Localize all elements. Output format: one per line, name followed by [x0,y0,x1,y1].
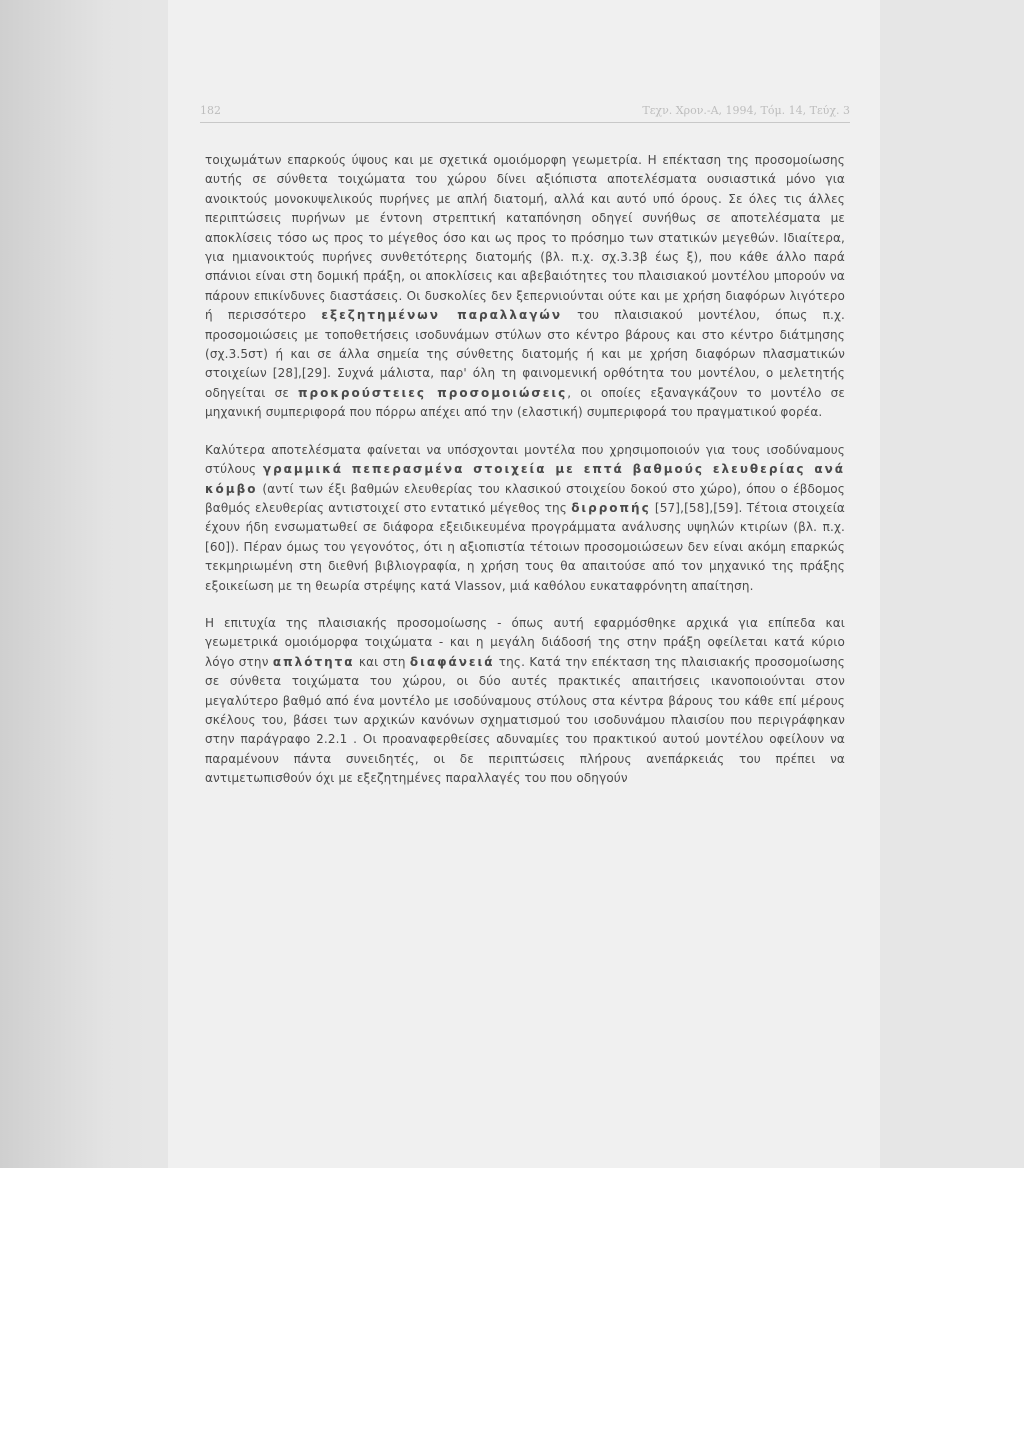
paragraph: Η επιτυχία της πλαισιακής προσομοίωσης - όπως αυτή εφαρμόσθηκε αρχικά για επίπεδα και γεωμετρικά ομοιόμορφα τοιχώματα - και η μεγάλη διάδοσή της στην πράξη οφείλεται κατά κύριο λόγο στην απλότητα και στη διαφάνειά της. Κατά την επέκταση της πλαισιακής προσομοίωσης σε σύνθετα τοιχώματα του χώρου, οι δύο αυτές πρακτικές απαιτήσεις ικανοποιούνται στον μεγαλύτερο βαθμό από ένα μοντέλο με ισοδύναμους στύλους στα κέντρα βάρους του κάθε επί μέρους σκέλους του, βάσει των αρχικών κανόνων σχηματισμού του ισοδυνάμου πλαισίου που περιγράφηκαν στην παράγραφο 2.2.1 . Οι προαναφερθείσες αδυναμίες του πρακτικού αυτού μοντέλου οφείλουν να παραμένουν πάντα συνειδητές, οι δε περιπτώσεις πλήρους ανεπάρκειάς του πρέπει να αντιμετωπισθούν όχι με εξεζητημένες παραλλαγές του που οδηγούν [205,615,846,786]
emphasis: απλότητα [272,654,355,669]
page-number: 182 [200,104,221,117]
emphasis: διαφάνειά [409,654,495,669]
scan-edge-shadow [0,0,150,1168]
emphasis: διρροπής [571,500,651,515]
emphasis: γραμμικά πεπερασμένα στοιχεία με επτά βαθμούς ελευθερίας ανά κόμβο [205,462,845,496]
emphasis: προκρούστειες προσομοιώσεις [298,385,568,400]
header-rule [200,122,850,123]
journal-citation: Τεχν. Χρον.-Α, 1994, Τόμ. 14, Τεύχ. 3 [642,104,850,117]
emphasis: εξεζητημένων παραλλαγών [321,308,563,323]
running-header [200,100,850,120]
paragraph: τοιχωμάτων επαρκούς ύψους και με σχετικά ομοιόμορφη γεωμετρία. Η επέκταση της προσομοίωσης αυτής σε σύνθετα τοιχώματα του χώρου δίνει αξιόπιστα αποτελέσματα ουσιαστικά μόνο για ανοικτούς μονοκυψελικούς πυρήνες με απλή διατομή, αλλά και αυτό υπό όρους. Σε όλες τις άλλες περιπτώσεις πυρήνων με έντονη στρεπτική καταπόνηση οδηγεί συνήθως σε αποτελέσματα με αποκλίσεις τόσο ως προς το μέγεθος όσο και ως προς το πρόσημο των στατικών μεγεθών. Ιδιαίτερα, για ημιανοικτούς πυρήνες συνθετότερης διατομής (βλ. π.χ. σχ.3.3β έως ξ), που κάθε άλλο παρά σπάνιοι είναι στη δομική πράξη, οι αποκλίσεις και αβεβαιότητες του πλαισιακού μοντέλου μπορούν να πάρουν επικίνδυνες διαστάσεις. Οι δυσκολίες δεν ξεπερνιούνται ούτε και με χρήση διαφόρων λιγότερο ή περισσότερο εξεζητημένων παραλλαγών του πλαισιακού μοντέλου, όπως π.χ. προσομοιώσεις με τοποθετήσεις ισοδυνάμων στύλων στο κέντρο βάρους και στο κέντρο διάτμησης (σχ.3.5στ) ή και σε άλλα σημεία της σύνθετης διατομής ή και με χρήση διαφόρων πλασματικών στοιχείων [28],[29]. Συχνά μάλιστα, παρ' όλη τη φαινομενική ορθότητα του μοντέλου, ο μελετητής οδηγείται σε προκρούστειες προσομοιώσεις, οι οποίες εξαναγκάζουν το μοντέλο σε μηχανική συμπεριφορά που πόρρω απέχει από την (ελαστική) συμπεριφορά του πραγματικού φορέα. [205,153,845,420]
paragraph: Καλύτερα αποτελέσματα φαίνεται να υπόσχονται μοντέλα που χρησιμοποιούν για τους ισοδύναμους στύλους γραμμικά πεπερασμένα στοιχεία με επτά βαθμούς ελευθερίας ανά κόμβο (αντί των έξι βαθμών ελευθερίας του κλασικού στοιχείου δοκού στο χώρο), όπου ο έβδομος βαθμός ελευθερίας αντιστοιχεί στο εντατικό μέγεθος της διρροπής [57],[58],[59]. Τέτοια στοιχεία έχουν ήδη ενσωματωθεί σε διάφορα εξειδικευμένα προγράμματα ανάλυσης υψηλών κτιρίων (βλ. π.χ. [60]). Πέραν όμως του γεγονότος, ότι η αξιοπιστία τέτοιων προσομοιώσεων δεν είναι ακόμη επαρκώς τεκμηριωμένη στη διεθνή βιβλιογραφία, η χρήση τους θα απαιτούσε από τον μηχανικό της πράξης εξοικείωση με τη θεωρία στρέψης κατά Vlassov, μιά καθόλου ευκαταφρόνητη απαίτηση. [205,442,845,593]
body-text [205,151,845,789]
